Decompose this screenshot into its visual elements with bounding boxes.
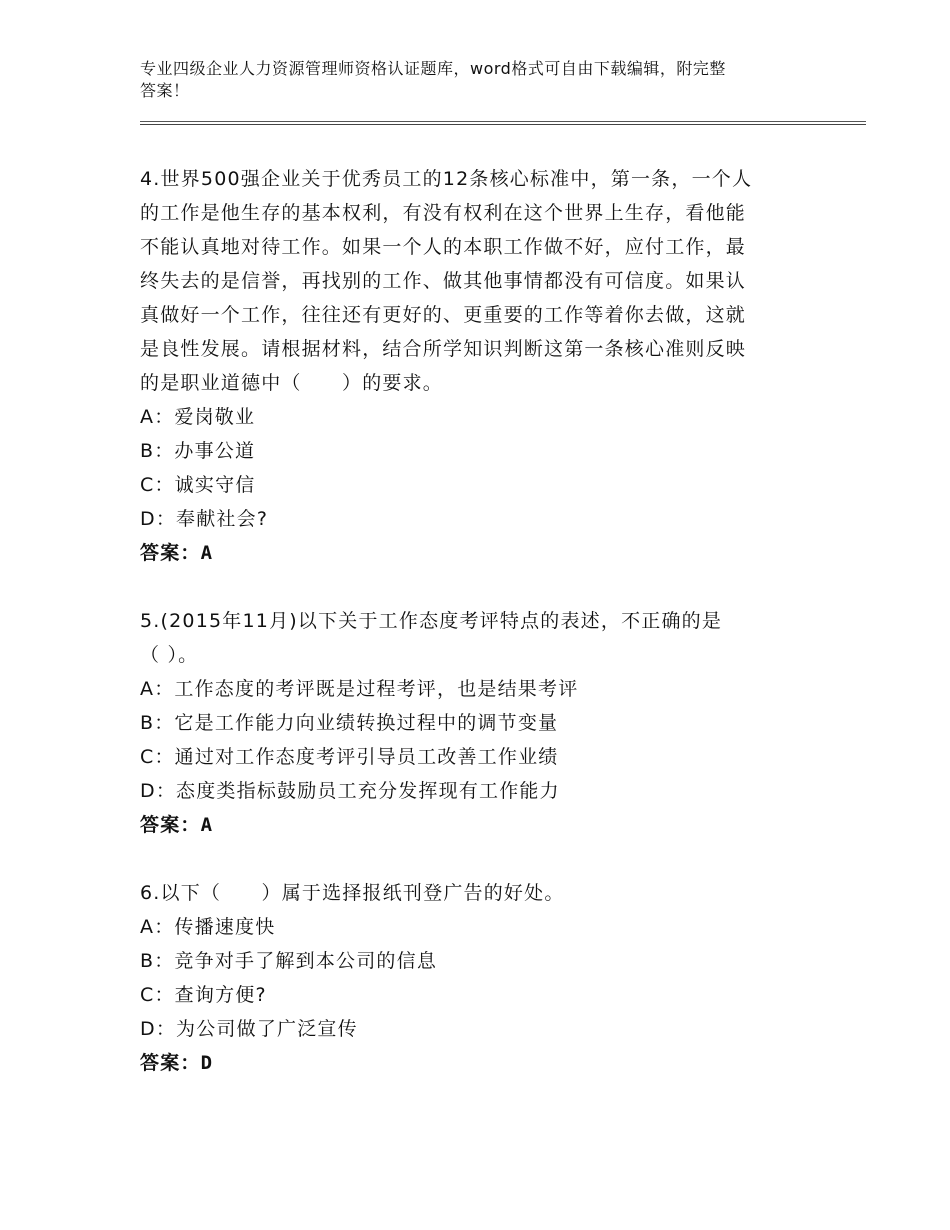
- answer-label: 答案：: [140, 1052, 201, 1074]
- option-a: A：传播速度快: [140, 916, 276, 938]
- stem-line: 4.世界500强企业关于优秀员工的12条核心标准中，第一条，一个人: [140, 168, 753, 190]
- stem-line: 不能认真地对待工作。如果一个人的本职工作做不好，应付工作，最: [140, 236, 747, 258]
- question-4: [140, 162, 820, 570]
- stem-line: 是良性发展。请根据材料，结合所学知识判断这第一条核心准则反映: [140, 338, 747, 360]
- option-c: C：通过对工作态度考评引导员工改善工作业绩: [140, 746, 559, 768]
- option-b: B：竞争对手了解到本公司的信息: [140, 950, 438, 972]
- header-line-1: 专业四级企业人力资源管理师资格认证题库，word格式可自由下载编辑，附完整: [140, 59, 726, 78]
- question-stem: [140, 876, 820, 910]
- stem-line: 5.(2015年11月)以下关于工作态度考评特点的表述，不正确的是: [140, 610, 723, 632]
- answer-value: D: [200, 1052, 214, 1074]
- stem-line: 的是职业道德中（ ）的要求。: [140, 372, 444, 394]
- answer: [140, 808, 820, 842]
- header-divider-top: [140, 121, 866, 122]
- option-b: B：它是工作能力向业绩转换过程中的调节变量: [140, 712, 559, 734]
- option-c: C：查询方便?: [140, 984, 267, 1006]
- option-d: D：态度类指标鼓励员工充分发挥现有工作能力: [140, 780, 560, 802]
- question-stem: [140, 162, 820, 400]
- stem-line: 真做好一个工作，往往还有更好的、更重要的工作等着你去做，这就: [140, 304, 747, 326]
- question-stem: [140, 604, 820, 672]
- answer-label: 答案：: [140, 542, 201, 564]
- option-a: A：爱岗敬业: [140, 406, 256, 428]
- answer-label: 答案：: [140, 814, 201, 836]
- answer: [140, 536, 820, 570]
- header-divider-bottom: [140, 124, 866, 125]
- document-header: [140, 58, 810, 102]
- answer-value: A: [200, 814, 214, 836]
- option-b: B：办事公道: [140, 440, 256, 462]
- question-6: [140, 876, 820, 1080]
- stem-line: 终失去的是信誉，再找别的工作、做其他事情都没有可信度。如果认: [140, 270, 747, 292]
- header-line-2: 答案！: [140, 81, 190, 100]
- answer: [140, 1046, 820, 1080]
- option-d: D：奉献社会?: [140, 508, 269, 530]
- answer-value: A: [200, 542, 214, 564]
- stem-line: 6.以下（ ）属于选择报纸刊登广告的好处。: [140, 882, 565, 904]
- question-5: [140, 604, 820, 842]
- option-a: A：工作态度的考评既是过程考评，也是结果考评: [140, 678, 579, 700]
- option-c: C：诚实守信: [140, 474, 256, 496]
- option-d: D：为公司做了广泛宣传: [140, 1018, 358, 1040]
- stem-line: （ ）。: [140, 644, 199, 666]
- stem-line: 的工作是他生存的基本权利，有没有权利在这个世界上生存，看他能: [140, 202, 747, 224]
